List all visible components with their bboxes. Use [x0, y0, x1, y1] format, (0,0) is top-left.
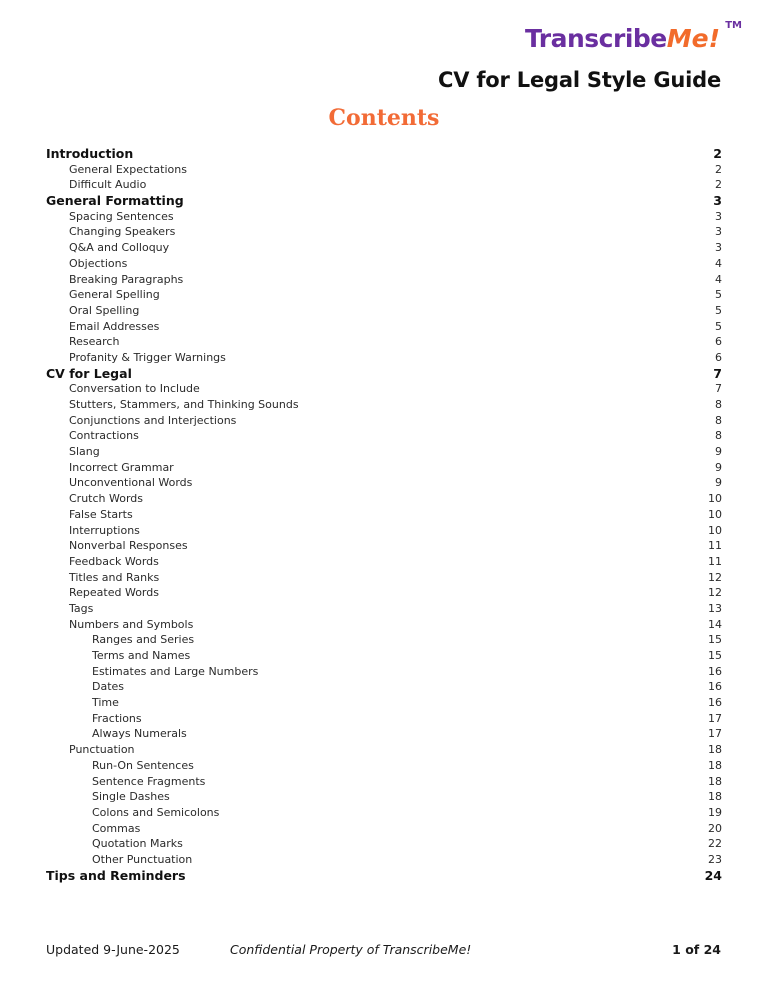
- toc-entry-label[interactable]: Changing Speakers: [69, 225, 176, 239]
- toc-entry-label[interactable]: Commas: [92, 821, 141, 835]
- toc-entry-label[interactable]: Breaking Paragraphs: [69, 272, 184, 286]
- toc-entry[interactable]: [46, 319, 722, 335]
- page-number: 1 of 24: [672, 942, 721, 957]
- toc-entry[interactable]: [46, 758, 722, 774]
- toc-entry-page[interactable]: 10: [708, 523, 722, 537]
- toc-entry-label[interactable]: Dates: [92, 680, 125, 694]
- toc-entry-label[interactable]: Incorrect Grammar: [69, 460, 174, 474]
- toc-entry-label[interactable]: Stutters, Stammers, and Thinking Sounds: [69, 398, 299, 411]
- toc-entry[interactable]: [46, 695, 722, 711]
- toc-entry[interactable]: [46, 381, 722, 397]
- toc-entry[interactable]: [46, 460, 722, 476]
- toc-entry-page[interactable]: 12: [708, 570, 722, 584]
- toc-entry-page[interactable]: 8: [715, 413, 722, 427]
- toc-entry-page[interactable]: 18: [708, 743, 722, 757]
- toc-entry[interactable]: [46, 507, 722, 523]
- toc-entry-label[interactable]: Ranges and Series: [92, 633, 195, 647]
- trademark-mark: TM: [725, 20, 742, 31]
- toc-entry-label[interactable]: Other Punctuation: [92, 852, 193, 866]
- toc-entry[interactable]: [46, 585, 722, 601]
- toc-entry[interactable]: [46, 805, 722, 821]
- toc-entry-page[interactable]: 15: [708, 649, 722, 662]
- toc-entry-label[interactable]: Profanity & Trigger Warnings: [69, 350, 226, 364]
- toc-entry-page[interactable]: 18: [708, 758, 722, 772]
- toc-entry[interactable]: [46, 224, 722, 240]
- toc-entry[interactable]: [46, 836, 722, 852]
- toc-entry-label[interactable]: Titles and Ranks: [69, 570, 160, 584]
- document-title: CV for Legal Style Guide: [437, 68, 721, 92]
- toc-entry-label[interactable]: Unconventional Words: [69, 476, 193, 490]
- toc-entry-page[interactable]: 17: [708, 711, 722, 725]
- toc-entry-page[interactable]: 7: [713, 365, 722, 381]
- toc-entry[interactable]: [46, 868, 722, 884]
- table-of-contents: [46, 146, 722, 883]
- toc-entry-page[interactable]: 9: [715, 445, 722, 459]
- toc-entry-page[interactable]: 11: [708, 554, 722, 568]
- toc-entry-label[interactable]: CV for Legal: [46, 365, 132, 381]
- toc-entry[interactable]: [46, 256, 722, 272]
- toc-entry-page[interactable]: 13: [708, 601, 722, 615]
- toc-entry[interactable]: [46, 475, 722, 491]
- toc-entry-page[interactable]: 20: [708, 821, 722, 835]
- toc-entry-label[interactable]: Run-On Sentences: [92, 758, 194, 772]
- toc-entry-page[interactable]: 22: [708, 837, 722, 851]
- toc-entry-page[interactable]: 5: [715, 288, 722, 302]
- toc-entry-label[interactable]: Spacing Sentences: [69, 209, 174, 223]
- toc-entry[interactable]: [46, 742, 722, 758]
- toc-entry[interactable]: [46, 428, 722, 444]
- toc-entry-page[interactable]: 9: [715, 460, 722, 474]
- toc-entry-label[interactable]: Research: [69, 335, 120, 349]
- toc-entry-label[interactable]: Always Numerals: [92, 727, 187, 741]
- toc-entry-label[interactable]: Contractions: [69, 429, 139, 443]
- toc-entry-page[interactable]: 3: [715, 241, 722, 255]
- toc-entry-label[interactable]: Oral Spelling: [69, 303, 140, 317]
- toc-entry[interactable]: [46, 852, 722, 868]
- toc-entry-page[interactable]: 4: [715, 256, 722, 270]
- toc-entry-label[interactable]: Punctuation: [69, 743, 135, 757]
- toc-entry-page[interactable]: 5: [715, 303, 722, 317]
- toc-entry[interactable]: [46, 570, 722, 586]
- toc-entry[interactable]: [46, 632, 722, 648]
- toc-entry-label[interactable]: Tags: [69, 601, 94, 615]
- toc-entry[interactable]: [46, 193, 722, 209]
- toc-entry-page[interactable]: 19: [708, 805, 722, 819]
- toc-entry-label[interactable]: Interruptions: [69, 523, 140, 537]
- toc-entry[interactable]: [46, 413, 722, 429]
- toc-entry-label[interactable]: Single Dashes: [92, 790, 170, 804]
- toc-entry-page[interactable]: 3: [715, 209, 722, 223]
- logo-brand-bang: !: [708, 24, 720, 53]
- toc-entry[interactable]: [46, 554, 722, 570]
- toc-entry-page[interactable]: 10: [708, 507, 722, 521]
- toc-entry-page[interactable]: 8: [715, 398, 722, 411]
- toc-entry-page[interactable]: 3: [715, 225, 722, 239]
- toc-entry-page[interactable]: 2: [715, 178, 722, 192]
- logo-brand-main: Transcribe: [524, 24, 667, 53]
- toc-entry-label[interactable]: General Formatting: [46, 193, 184, 209]
- toc-entry-label[interactable]: Conversation to Include: [69, 382, 200, 396]
- toc-entry-label[interactable]: Colons and Semicolons: [92, 805, 220, 819]
- toc-entry[interactable]: [46, 601, 722, 617]
- toc-entry-page[interactable]: 14: [708, 617, 722, 631]
- toc-entry-page[interactable]: 6: [715, 335, 722, 349]
- toc-entry[interactable]: [46, 444, 722, 460]
- toc-entry[interactable]: [46, 789, 722, 805]
- toc-entry[interactable]: [46, 334, 722, 350]
- toc-entry-label[interactable]: Time: [92, 696, 119, 710]
- toc-entry-label[interactable]: Estimates and Large Numbers: [92, 664, 259, 678]
- toc-entry-label[interactable]: Nonverbal Responses: [69, 539, 188, 553]
- toc-entry-page[interactable]: 18: [708, 774, 722, 788]
- toc-entry[interactable]: [46, 287, 722, 303]
- toc-entry-page[interactable]: 3: [713, 193, 722, 209]
- updated-date: Updated 9-June-2025: [46, 942, 180, 957]
- toc-entry-label[interactable]: Objections: [69, 256, 128, 270]
- toc-entry-page[interactable]: 4: [715, 272, 722, 286]
- toc-entry-label[interactable]: Repeated Words: [69, 586, 159, 600]
- toc-entry-page[interactable]: 17: [708, 727, 722, 741]
- toc-entry-page[interactable]: 2: [715, 162, 722, 176]
- toc-entry-label[interactable]: General Expectations: [69, 162, 187, 176]
- toc-entry[interactable]: [46, 711, 722, 727]
- toc-entry[interactable]: [46, 146, 722, 162]
- toc-entry-page[interactable]: 10: [708, 492, 722, 506]
- toc-entry-label[interactable]: Feedback Words: [69, 554, 159, 568]
- toc-entry-page[interactable]: 7: [715, 382, 722, 396]
- toc-entry-label[interactable]: Numbers and Symbols: [69, 617, 194, 631]
- toc-entry[interactable]: [46, 350, 722, 366]
- toc-entry-label[interactable]: Crutch Words: [69, 492, 144, 506]
- toc-entry-label[interactable]: Introduction: [46, 146, 134, 161]
- toc-entry-page[interactable]: 15: [708, 633, 722, 647]
- toc-entry[interactable]: [46, 648, 722, 664]
- confidential-notice: Confidential Property of TranscribeMe!: [230, 942, 472, 957]
- toc-entry[interactable]: [46, 664, 722, 680]
- toc-entry-page[interactable]: 8: [715, 429, 722, 443]
- toc-entry-label[interactable]: Conjunctions and Interjections: [69, 413, 237, 427]
- toc-entry-label[interactable]: Quotation Marks: [92, 837, 183, 851]
- toc-entry-label[interactable]: Difficult Audio: [69, 178, 147, 192]
- toc-entry-page[interactable]: 11: [708, 539, 722, 553]
- contents-heading: Contents: [328, 105, 440, 131]
- toc-entry[interactable]: [46, 617, 722, 633]
- toc-entry-page[interactable]: 6: [715, 350, 722, 364]
- toc-entry-label[interactable]: Sentence Fragments: [92, 774, 206, 788]
- toc-entry[interactable]: [46, 821, 722, 837]
- toc-entry[interactable]: [46, 679, 722, 695]
- toc-entry-label[interactable]: Terms and Names: [92, 649, 191, 662]
- toc-entry[interactable]: [46, 272, 722, 288]
- toc-entry-page[interactable]: 5: [715, 319, 722, 333]
- page-footer: [0, 942, 768, 962]
- toc-entry[interactable]: [46, 162, 722, 178]
- toc-entry[interactable]: [46, 366, 722, 382]
- toc-entry[interactable]: [46, 726, 722, 742]
- toc-entry[interactable]: [46, 491, 722, 507]
- toc-entry[interactable]: [46, 774, 722, 790]
- toc-entry-page[interactable]: 18: [708, 790, 722, 804]
- toc-entry-page[interactable]: 24: [704, 867, 722, 883]
- toc-entry-label[interactable]: Q&A and Colloquy: [69, 241, 170, 255]
- toc-entry[interactable]: [46, 523, 722, 539]
- toc-entry-label[interactable]: Slang: [69, 445, 100, 459]
- toc-entry[interactable]: [46, 209, 722, 225]
- toc-entry[interactable]: [46, 177, 722, 193]
- toc-entry-label[interactable]: Tips and Reminders: [46, 867, 186, 883]
- toc-entry-label[interactable]: False Starts: [69, 507, 133, 521]
- toc-entry-page[interactable]: 16: [708, 680, 722, 694]
- toc-entry-page[interactable]: 2: [713, 146, 722, 161]
- toc-entry-page[interactable]: 16: [708, 664, 722, 678]
- toc-entry-label[interactable]: Email Addresses: [69, 319, 160, 333]
- toc-entry-page[interactable]: 12: [708, 586, 722, 600]
- toc-entry-label[interactable]: General Spelling: [69, 288, 160, 302]
- toc-entry-page[interactable]: 23: [708, 852, 722, 866]
- toc-entry[interactable]: [46, 303, 722, 319]
- toc-entry[interactable]: [46, 538, 722, 554]
- toc-entry-label[interactable]: Fractions: [92, 711, 142, 725]
- toc-entry[interactable]: [46, 240, 722, 256]
- toc-entry[interactable]: [46, 397, 722, 413]
- transcribeme-logo: [524, 20, 742, 64]
- toc-entry-page[interactable]: 9: [715, 476, 722, 490]
- toc-entry-page[interactable]: 16: [708, 696, 722, 710]
- logo-brand-accent: Me: [666, 24, 709, 53]
